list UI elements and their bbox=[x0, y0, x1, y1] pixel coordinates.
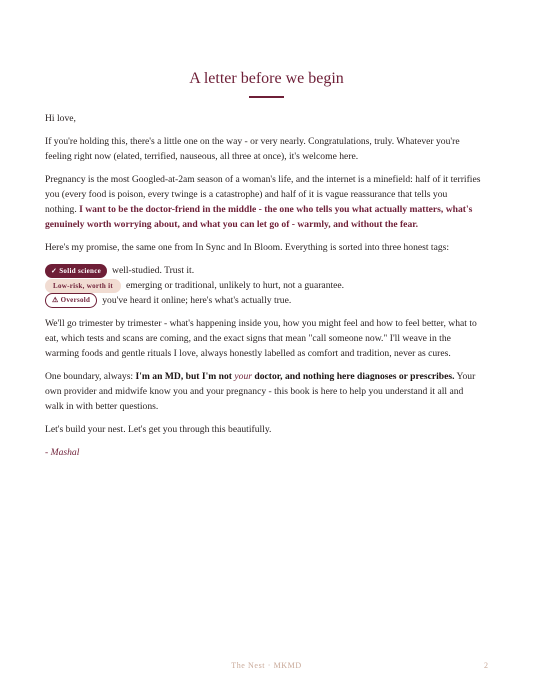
low-risk-badge: Low-risk, worth it bbox=[45, 279, 121, 293]
boundary-emphasis: your bbox=[234, 371, 252, 382]
paragraph-internet bbox=[45, 172, 481, 232]
page-title: A letter before we begin bbox=[189, 70, 344, 87]
boundary-lead: One boundary, always: bbox=[45, 371, 134, 382]
greeting: Hi love, bbox=[45, 113, 76, 124]
letter-body bbox=[45, 111, 481, 468]
tag-description: emerging or traditional, unlikely to hurt, not a guarantee. bbox=[126, 280, 345, 291]
paragraph-intro: If you're holding this, there's a little one on the way - or very nearly. Congratulations, truly. Whatever you're feeling right now (elated, terrified, nauseous, all three at once), it's welcome here. bbox=[45, 136, 460, 162]
solid-science-badge: ✓ Solid science bbox=[45, 264, 107, 278]
boundary-bold-b: doctor, and nothing here diagnoses or prescribes. bbox=[254, 371, 455, 382]
paragraph-boundary bbox=[45, 369, 481, 414]
tag-description: well-studied. Trust it. bbox=[112, 265, 195, 276]
paragraph-closing: Let's build your nest. Let's get you through this beautifully. bbox=[45, 424, 272, 435]
footer-label: The Nest · MKMD bbox=[231, 661, 302, 670]
paragraph-internet-emphasis: I want to be the doctor-friend in the middle - the one who tells you what actually matters, what's genuinely worth worrying about, and what you can let go of - warmly, and without the fear. bbox=[45, 204, 473, 230]
tag-row-solid-science bbox=[45, 263, 481, 278]
paragraph-trimesters: We'll go trimester by trimester - what's happening inside you, how you might feel and how to feel better, what to eat, which tests and scans are coming, and the exact signs that mean "call someone now." I'll weave in the warming foods and gentle rituals I love, always honestly labelled as comfort and tradition, never as cures. bbox=[45, 318, 477, 359]
signoff: - Mashal bbox=[45, 447, 80, 458]
boundary-rest: Your own provider and midwife know you and your pregnancy - this book is here to help you understand it all and walk in with better questions. bbox=[45, 371, 476, 412]
page-number: 2 bbox=[484, 661, 488, 670]
boundary-bold-a: I'm an MD, but I'm not bbox=[135, 371, 232, 382]
paragraph-promise: Here's my promise, the same one from In Sync and In Bloom. Everything is sorted into three honest tags: bbox=[45, 242, 450, 253]
paragraph-internet-text: Pregnancy is the most Googled-at-2am season of a woman's life, and the internet is a minefield: half of it terrifies you (every food is poison, every twinge is a catastrophe) and half of it is vague reassurance that tells you nothing. bbox=[45, 174, 481, 215]
tag-row-oversold bbox=[45, 293, 481, 308]
oversold-badge: ⚠ Oversold bbox=[45, 293, 97, 308]
tag-description: you've heard it online; here's what's actually true. bbox=[102, 295, 292, 306]
title-divider bbox=[249, 96, 284, 98]
tag-legend bbox=[45, 263, 481, 308]
tag-row-low-risk bbox=[45, 278, 481, 293]
